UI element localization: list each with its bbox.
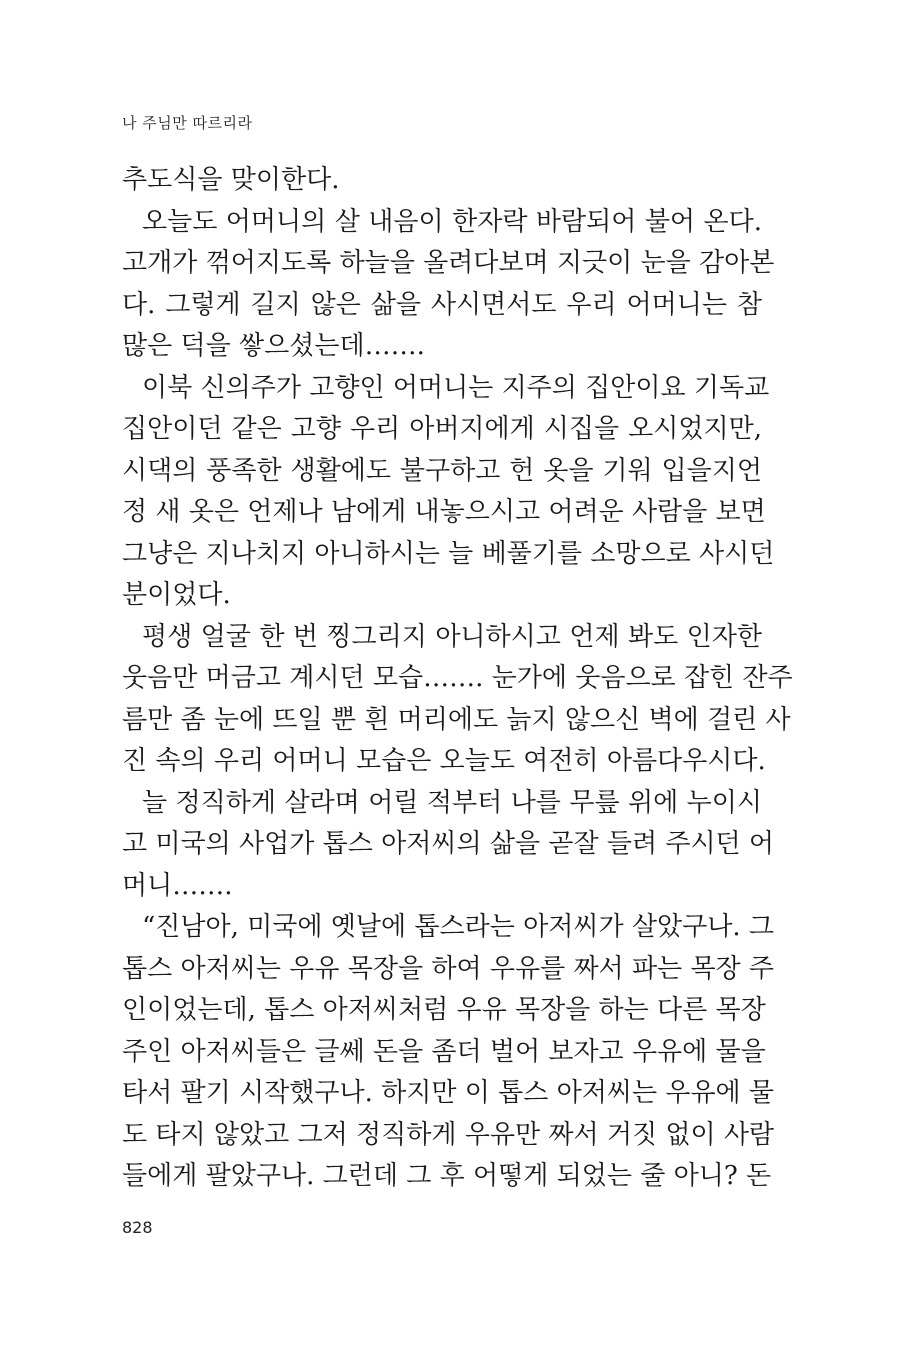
text-line: 웃음만 머금고 계시던 모습……. 눈가에 웃음으로 잡힌 잔주 <box>122 663 793 693</box>
text-line: 톱스 아저씨는 우유 목장을 하여 우유를 짜서 파는 목장 주 <box>122 953 775 984</box>
text-line: 름만 좀 눈에 뜨일 뿐 흰 머리에도 늙지 않으신 벽에 걸린 사 <box>122 704 791 735</box>
text-line: 평생 얼굴 한 번 찡그리지 아니하시고 언제 봐도 인자한 <box>142 621 762 652</box>
text-line: 많은 덕을 쌓으셨는데……. <box>122 331 425 361</box>
text-line: 추도식을 맞이한다. <box>122 165 340 195</box>
body-text <box>122 160 793 1198</box>
text-line: 집안이던 같은 고향 우리 아버지에게 시집을 오시었지만, <box>122 414 762 444</box>
text-line: 타서 팔기 시작했구나. 하지만 이 톱스 아저씨는 우유에 물 <box>122 1078 775 1108</box>
text-line: 이북 신의주가 고향인 어머니는 지주의 집안이요 기독교 <box>142 372 770 403</box>
text-line: 주인 아저씨들은 글쎄 돈을 좀더 벌어 보자고 우유에 물을 <box>122 1036 766 1067</box>
text-line: 고개가 꺾어지도록 하늘을 올려다보며 지긋이 눈을 감아본 <box>122 248 775 278</box>
text-line: 머니……. <box>122 870 233 901</box>
text-line: 고 미국의 사업가 톱스 아저씨의 삶을 곧잘 들려 주시던 어 <box>122 829 775 859</box>
text-line: 다. 그렇게 길지 않은 삶을 사시면서도 우리 어머니는 참 <box>122 289 762 320</box>
running-header: 나 주님만 따르리라 <box>122 114 253 132</box>
text-line: 그냥은 지나치지 아니하시는 늘 베풀기를 소망으로 사시던 <box>122 538 775 569</box>
text-line: 인이었는데, 톱스 아저씨처럼 우유 목장을 하는 다른 목장 <box>122 995 766 1025</box>
page-number: 828 <box>122 1218 153 1237</box>
text-line: 오늘도 어머니의 살 내음이 한자락 바람되어 불어 온다. <box>142 206 762 237</box>
text-line: 진 속의 우리 어머니 모습은 오늘도 여전히 아름다우시다. <box>122 746 766 776</box>
text-line: 늘 정직하게 살라며 어릴 적부터 나를 무릎 위에 누이시 <box>142 787 762 818</box>
text-line: 도 타지 않았고 그저 정직하게 우유만 짜서 거짓 없이 사람 <box>122 1119 775 1150</box>
text-line: 시댁의 풍족한 생활에도 불구하고 헌 옷을 기워 입을지언 <box>122 455 762 486</box>
text-line: 분이었다. <box>122 580 231 610</box>
text-line: 정 새 옷은 언제나 남에게 내놓으시고 어려운 사람을 보면 <box>122 497 766 527</box>
text-line: “진남아, 미국에 옛날에 톱스라는 아저씨가 살았구나. 그 <box>142 912 774 942</box>
text-line: 들에게 팔았구나. 그런데 그 후 어떻게 되었는 줄 아니? 돈 <box>122 1161 772 1191</box>
